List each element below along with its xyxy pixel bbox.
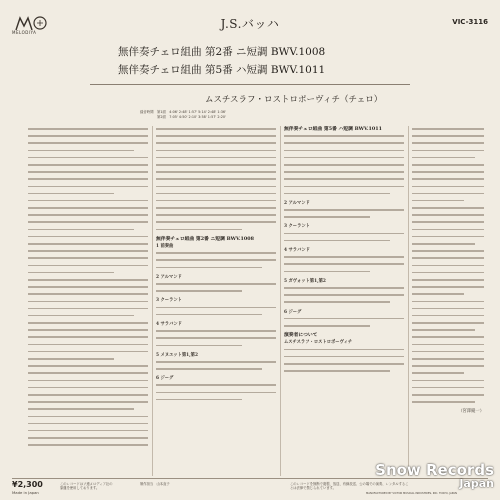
label-name: MELODIYA xyxy=(12,30,37,35)
movement-heading: 6 ジーグ xyxy=(284,309,302,315)
movement-heading: 6 ジーグ xyxy=(156,376,174,382)
price: ¥2,300 xyxy=(12,480,43,489)
work-title-2: 無伴奏チェロ組曲 第5番 ハ短調 BWV.1011 xyxy=(118,64,326,76)
section-heading-performer: 演奏者について xyxy=(284,332,318,339)
movement-heading: 4 サラバンド xyxy=(156,321,182,327)
catalog-number: VIC-3116 xyxy=(452,18,488,26)
footer-note: このレコードはソ連メロディア社の 原盤を使用しております。 xyxy=(60,482,113,491)
recording-times xyxy=(140,110,360,120)
liner-notes-column-4 xyxy=(412,126,484,471)
movement-heading: 3 クーラント xyxy=(156,298,182,304)
recording-line-1: 録音時間 第1面 4:06' 2:48' 1:57' 5:14' 2:48' 1:36' xyxy=(140,110,226,114)
manufacturer-note: MANUFACTURED BY VICTOR MUSICAL INDUSTRIES, INC. TOKYO, JAPAN xyxy=(366,492,457,495)
performer-name: ムスチスラフ・ロストロポーヴィチ（チェロ） xyxy=(205,95,383,105)
store-watermark: Snow Records Japan xyxy=(375,461,494,490)
body-text-lines xyxy=(28,128,148,446)
movement-heading: 4 サラバンド xyxy=(284,248,310,254)
section-heading-suite-2: 無伴奏チェロ組曲 第2番 ニ短調 BWV.1008 xyxy=(156,235,254,242)
author-credit: （宮澤縦一） xyxy=(458,409,484,415)
column-divider xyxy=(280,126,281,476)
movement-heading: 5 メヌエット第1,第2 xyxy=(156,352,198,358)
movement-heading: 2 アルマンド xyxy=(284,200,310,206)
made-in-label: Made in Japan xyxy=(12,490,39,495)
work-title-1: 無伴奏チェロ組曲 第2番 ニ短調 BWV.1008 xyxy=(118,46,326,58)
legal-notice: このレコードを無断で複製、放送、有線放送、公の場での演奏、レンタルすることは法律で禁じられています。 xyxy=(290,482,409,491)
column-divider xyxy=(408,126,409,476)
movement-heading: 3 クーラント xyxy=(284,224,310,230)
performer-heading: ムスチスラフ・ロストロポーヴィチ xyxy=(284,340,353,346)
column-divider xyxy=(152,126,153,476)
movement-heading: 5 ガヴォット第1,第2 xyxy=(284,278,326,284)
composer-title: J.S.バッハ xyxy=(220,17,280,31)
movement-heading: 2 アルマンド xyxy=(156,274,182,280)
movement-heading: 1 前奏曲 xyxy=(156,244,174,250)
publisher-note: 制作担当 山本直子 xyxy=(140,482,170,486)
title-divider xyxy=(90,84,410,85)
section-heading-suite-5: 無伴奏チェロ組曲 第5番 ハ短調 BWV.1011 xyxy=(284,126,382,132)
liner-notes-column-2 xyxy=(156,126,276,471)
liner-notes-column-1 xyxy=(28,126,148,471)
recording-line-2: 第2面 7:05' 4:50' 2:10' 3:58' 1:57' 2:20' xyxy=(140,115,226,119)
liner-notes-column-3 xyxy=(284,126,404,471)
